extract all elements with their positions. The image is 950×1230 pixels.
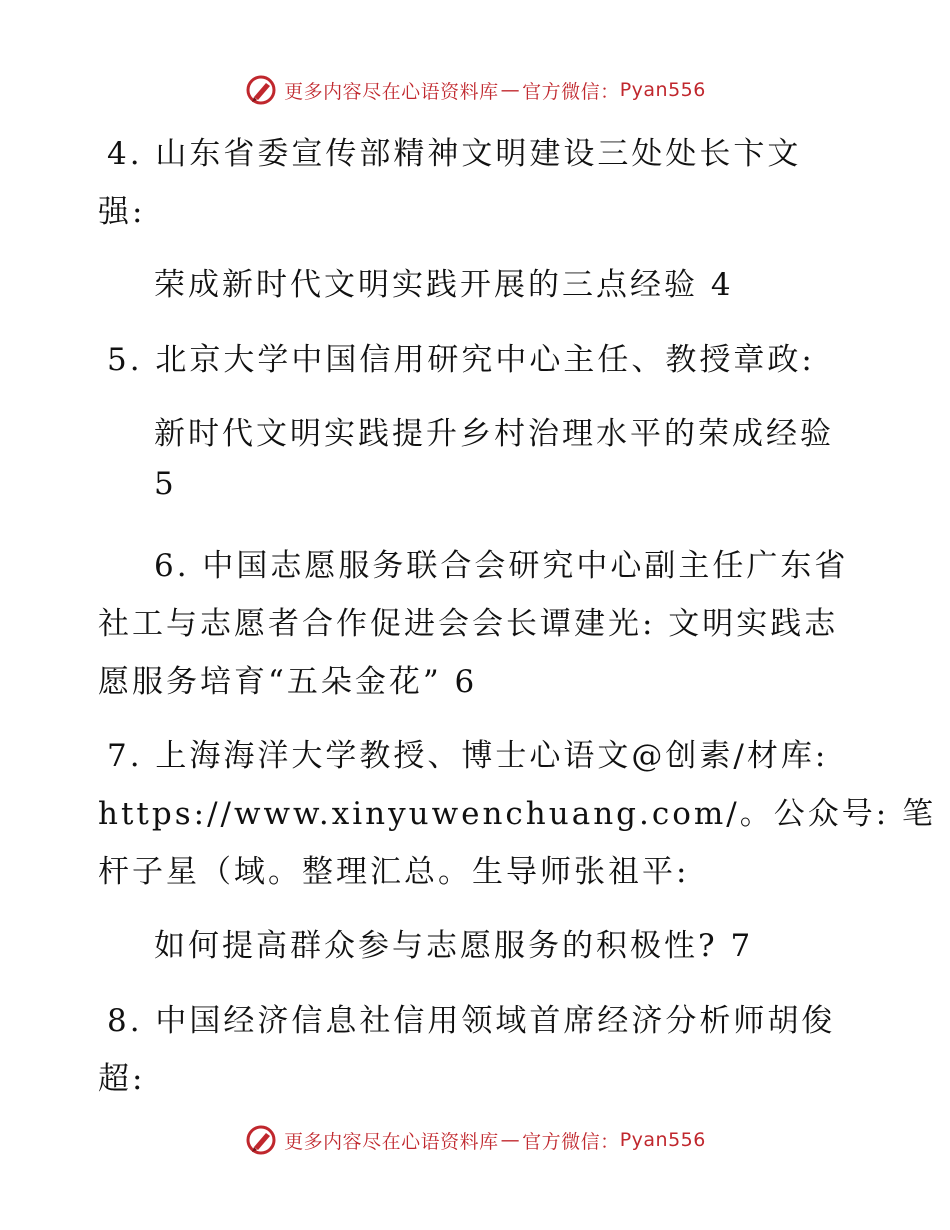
header-watermark	[0, 70, 950, 110]
toc-item-7-line1: 7. 上海海洋大学教授、博士心语文@创素/材库:	[107, 738, 829, 774]
toc-item-5-subtitle: 新时代文明实践提升乡村治理水平的荣成经验	[154, 416, 834, 452]
toc-item-5-page: 5	[154, 466, 177, 502]
toc-item-5-line1: 5. 北京大学中国信用研究中心主任、教授章政:	[107, 342, 815, 378]
watermark-dash: —	[500, 79, 521, 101]
toc-item-7-subtitle: 如何提高群众参与志愿服务的积极性? 7	[154, 928, 754, 964]
toc-item-7-line3: 杆子星（域。整理汇总。生导师张祖平:	[98, 854, 690, 890]
toc-item-8-line1: 8. 中国经济信息社信用领域首席经济分析师胡俊	[107, 1003, 836, 1039]
toc-item-8-line2: 超:	[98, 1061, 146, 1097]
pen-logo-icon	[244, 73, 278, 107]
toc-item-7-line2: https://www.xinyuwenchuang.com/。公众号: 笔	[98, 796, 937, 832]
toc-item-6-line3: 愿服务培育“五朵金花” 6	[98, 664, 478, 700]
toc-item-4-line1: 4. 山东省委宣传部精神文明建设三处处长卞文	[107, 136, 802, 172]
toc-item-6-line1: 6. 中国志愿服务联合会研究中心副主任广东省	[154, 548, 849, 584]
watermark-wechat-id: Pyan556	[619, 1129, 706, 1151]
watermark-dash: —	[500, 1129, 521, 1151]
toc-item-4-subtitle: 荣成新时代文明实践开展的三点经验 4	[154, 267, 734, 303]
toc-item-6-line2: 社工与志愿者合作促进会会长谭建光: 文明实践志	[98, 606, 839, 642]
footer-watermark	[0, 1120, 950, 1160]
watermark-wechat-label: 官方微信：	[522, 80, 620, 103]
watermark-text: 更多内容尽在心语资料库	[284, 1130, 499, 1153]
watermark-wechat-id: Pyan556	[619, 79, 706, 101]
toc-item-4-line2: 强:	[98, 194, 146, 230]
pen-logo-icon	[244, 1123, 278, 1157]
watermark-text: 更多内容尽在心语资料库	[284, 80, 499, 103]
watermark-wechat-label: 官方微信：	[522, 1130, 620, 1153]
